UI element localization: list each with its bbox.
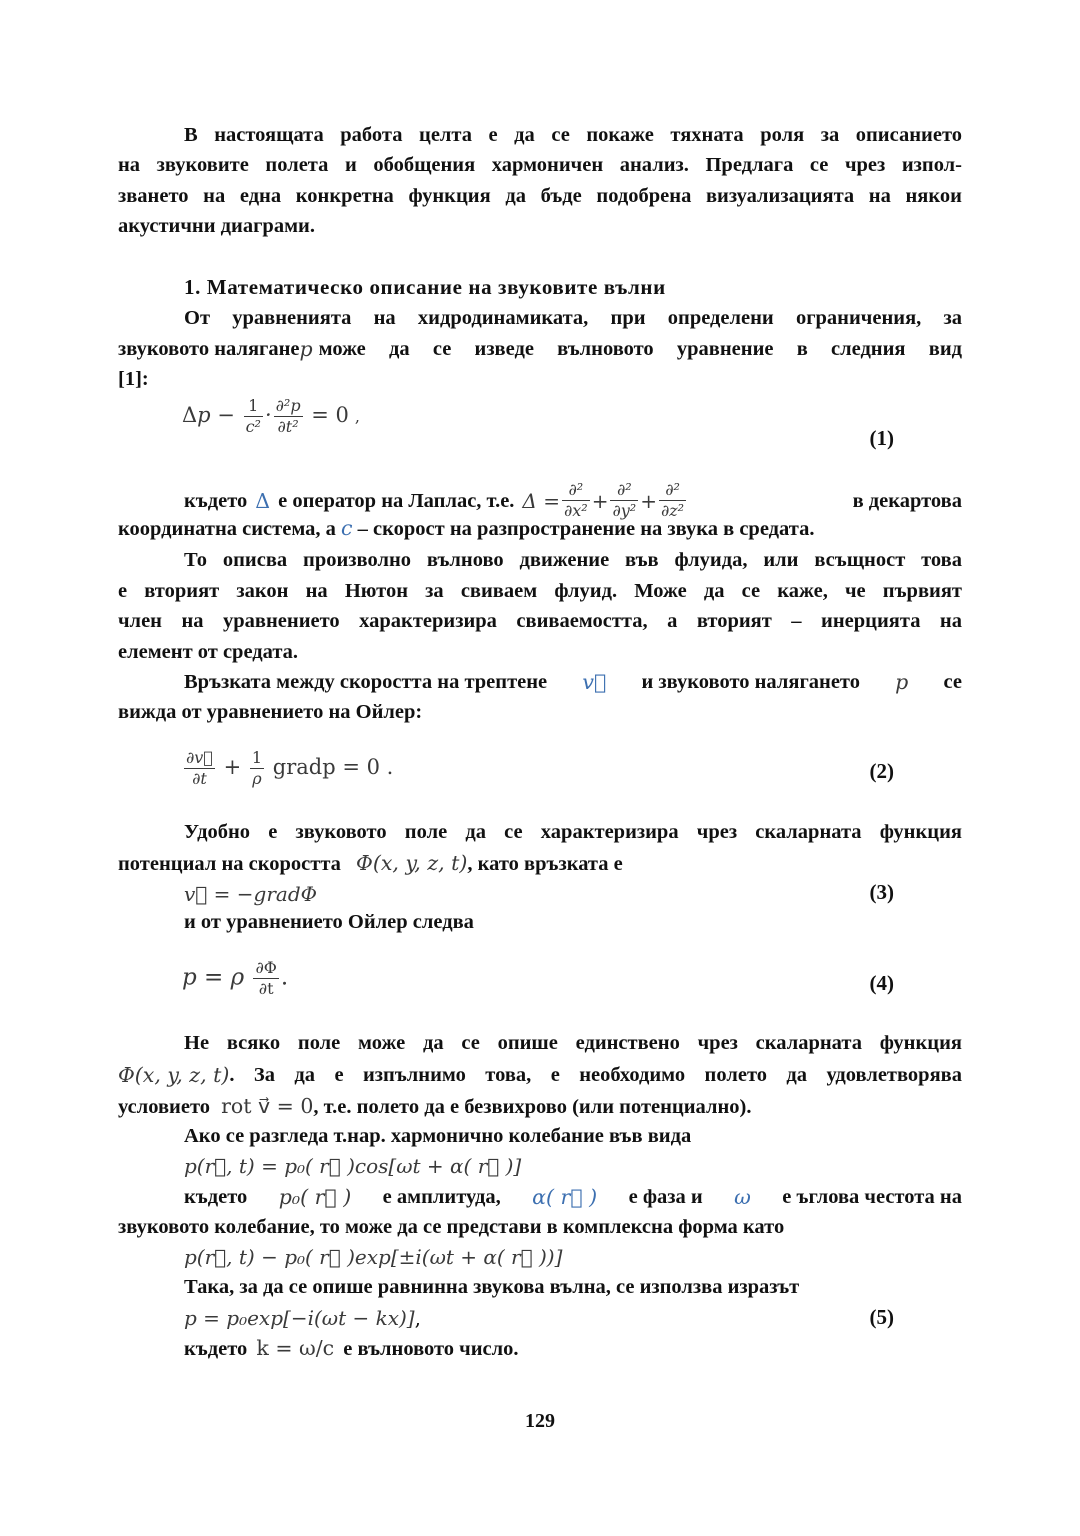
intro-line-4: акустични диаграми. [118,215,315,237]
eq1-frac-1: $\frac{1}{\text{c²}}$ [245,396,261,436]
harmonic-equation: p(r⃗, t) = p₀( r⃗ )cos[ωt + α( r⃗ )] [184,1154,522,1178]
p6-line-3b: , т.е. полето да е безвихрово (или потенциално). [313,1096,752,1118]
wavenumber-definition: k = ω/c [256,1336,335,1360]
p1-line-2b: може да се изведе вълновото уравнение в следния вид [318,338,962,360]
p2-line-3: член на уравнението характеризира свиваемостта, а вторият – инерцията на [118,610,962,632]
p7-line-3a: където [184,1186,248,1208]
eq4-num: ∂Φ [255,958,277,977]
p1-line-3: [1]: [118,368,149,390]
p8-line-3a: където [184,1338,248,1360]
laplace-line-2a: координатна система, а [118,518,336,540]
p1-line-1: От уравненията на хидродинамиката, при определени ограничения, за [184,307,962,329]
p1-line-2 [118,334,962,364]
pressure-symbol: p [299,337,313,361]
eq4-lhs: p = ρ [182,964,245,991]
laplace-operator: Δ = $\frac{\text{∂²}}{\text{∂x²}}$ + $\frac{\text{∂²}}{\text{∂y²}}$ + $\frac{\text{∂²}}{\text{∂z²}}$ [522,480,685,520]
p4-line-1: Удобно е звуковото поле да се характеризира чрез скаларната функция [184,821,962,843]
velocity-symbol: v⃗ [582,670,607,694]
equation-4: p = ρ $\frac{\partial\Phi}{\partial t}$ . [182,958,289,998]
p2-line-4: елемент от средата. [118,641,299,663]
p6-line-3a: условието [118,1096,210,1118]
p8-line-1: Така, за да се опише равнинна звукова вълна, се използва изразът [184,1276,800,1298]
intro-line-3: зването на една конкретна функция да бъде подобрена визуализацията на някои [118,185,962,207]
section-heading: 1. Математическо описание на звуковите вълни [184,275,666,299]
p7-line-3c: е фаза и [628,1186,703,1208]
laplace-line-2b: – скорост на разпространение на звука в средата. [357,518,815,540]
p6-line-3 [118,1091,962,1122]
p1-line-2b-wrap [319,334,962,364]
p2-line-1: То описва произволно вълново движение във флуида, или всъщност това [184,549,962,571]
amplitude-symbol: p₀( r⃗ ) [278,1185,352,1209]
p7-line-3d: е ъглова честота на [782,1186,962,1208]
equation-3: v⃗ = −gradΦ [184,882,318,906]
p1-line-2a: звуковото налягане [118,338,300,360]
equation-3-number: (3) [869,880,894,904]
pressure-symbol-2: p [895,670,909,694]
potential-function-2: Φ(x, y, z, t) [118,1063,230,1087]
p3-line-1 [184,667,962,697]
plane-wave-text: p = p₀exp[−i(ωt − kx)] [184,1306,415,1330]
p8-line-3b: е вълновото число. [343,1338,519,1360]
page-number: 129 [525,1410,555,1432]
p4-line-2a: потенциал на скоростта [118,853,341,875]
equation-5-number: (5) [869,1305,894,1329]
intro-line-1: В настоящата работа целта е да се покаже тяхната роля за описанието [184,124,962,146]
p6-line-1: Не всяко поле може да се опише единствено чрез скаларната функция [184,1032,962,1054]
p3-line-2: вижда от уравнението на Ойлер: [118,701,423,723]
p7-line-1: Ако се разгледа т.нар. хармонично колебание във вида [184,1125,692,1147]
eq4-den: ∂t [258,979,274,998]
intro-line-2: на звуковите полета и обобщения хармоничен анализ. Предлага се чрез изпол- [118,154,962,176]
c-symbol: c [341,516,353,540]
p6-line-2 [118,1060,962,1090]
eq1-frac-2: $\frac{\text{∂²p}}{\text{∂t²}}$ [275,396,301,436]
p3-line-1c: се [943,671,962,693]
p8-line-3 [184,1333,962,1364]
equation-1-number: (1) [869,426,894,450]
laplace-symbol: Δ [255,488,271,513]
p4-line-2 [118,848,962,879]
p7-line-3 [184,1182,962,1212]
equation-4-number: (4) [869,971,894,995]
plane-wave-equation: p = p₀exp[−i(ωt − kx)], [184,1306,421,1330]
equation-2: $\frac{\partial v⃗}{\partial t}$ + $\frac{1}{\rho}$ gradp = 0 . [186,748,394,788]
complex-form-equation: p(r⃗, t) − p₀( r⃗ )exp[±i(ωt + α( r⃗ ))] [184,1245,563,1269]
laplace-text-a: където [184,489,248,512]
phase-symbol: α( r⃗ ) [532,1185,598,1209]
p7-line-3b: е амплитуда, [382,1186,501,1208]
equation-1: Δp − $\frac{1}{\text{c²}}$ · $\frac{\text{∂²p}}{\text{∂t²}}$ = 0 , [182,396,360,436]
laplace-line-2 [118,513,962,544]
p7-line-4: звуковото колебание, то може да се представи в комплексна форма като [118,1216,785,1238]
p3-line-1b: и звуковото налягането [641,671,860,693]
equation-2-number: (2) [869,759,894,783]
laplace-text-c: в декартова [852,489,962,512]
p6-line-2-text: . За да е изпълнимо това, е необходимо полето да удовлетворява [229,1064,962,1086]
p5-line: и от уравнението Ойлер следва [184,911,474,933]
potential-function: Φ(x, y, z, t) [356,851,468,875]
p3-line-1a: Връзката между скоростта на трептене [184,671,548,693]
p4-line-2b: , като връзката е [467,853,623,875]
omega-symbol: ω [734,1185,751,1209]
rot-condition: rot v⃗ = 0 [221,1094,314,1118]
p2-line-2: е вторият закон на Нютон за свиваем флуид. Може да се каже, че първият [118,580,962,602]
laplace-text-b: е оператор на Лаплас, т.е. [278,489,515,512]
eq2-tail: gradp = 0 . [272,755,394,779]
